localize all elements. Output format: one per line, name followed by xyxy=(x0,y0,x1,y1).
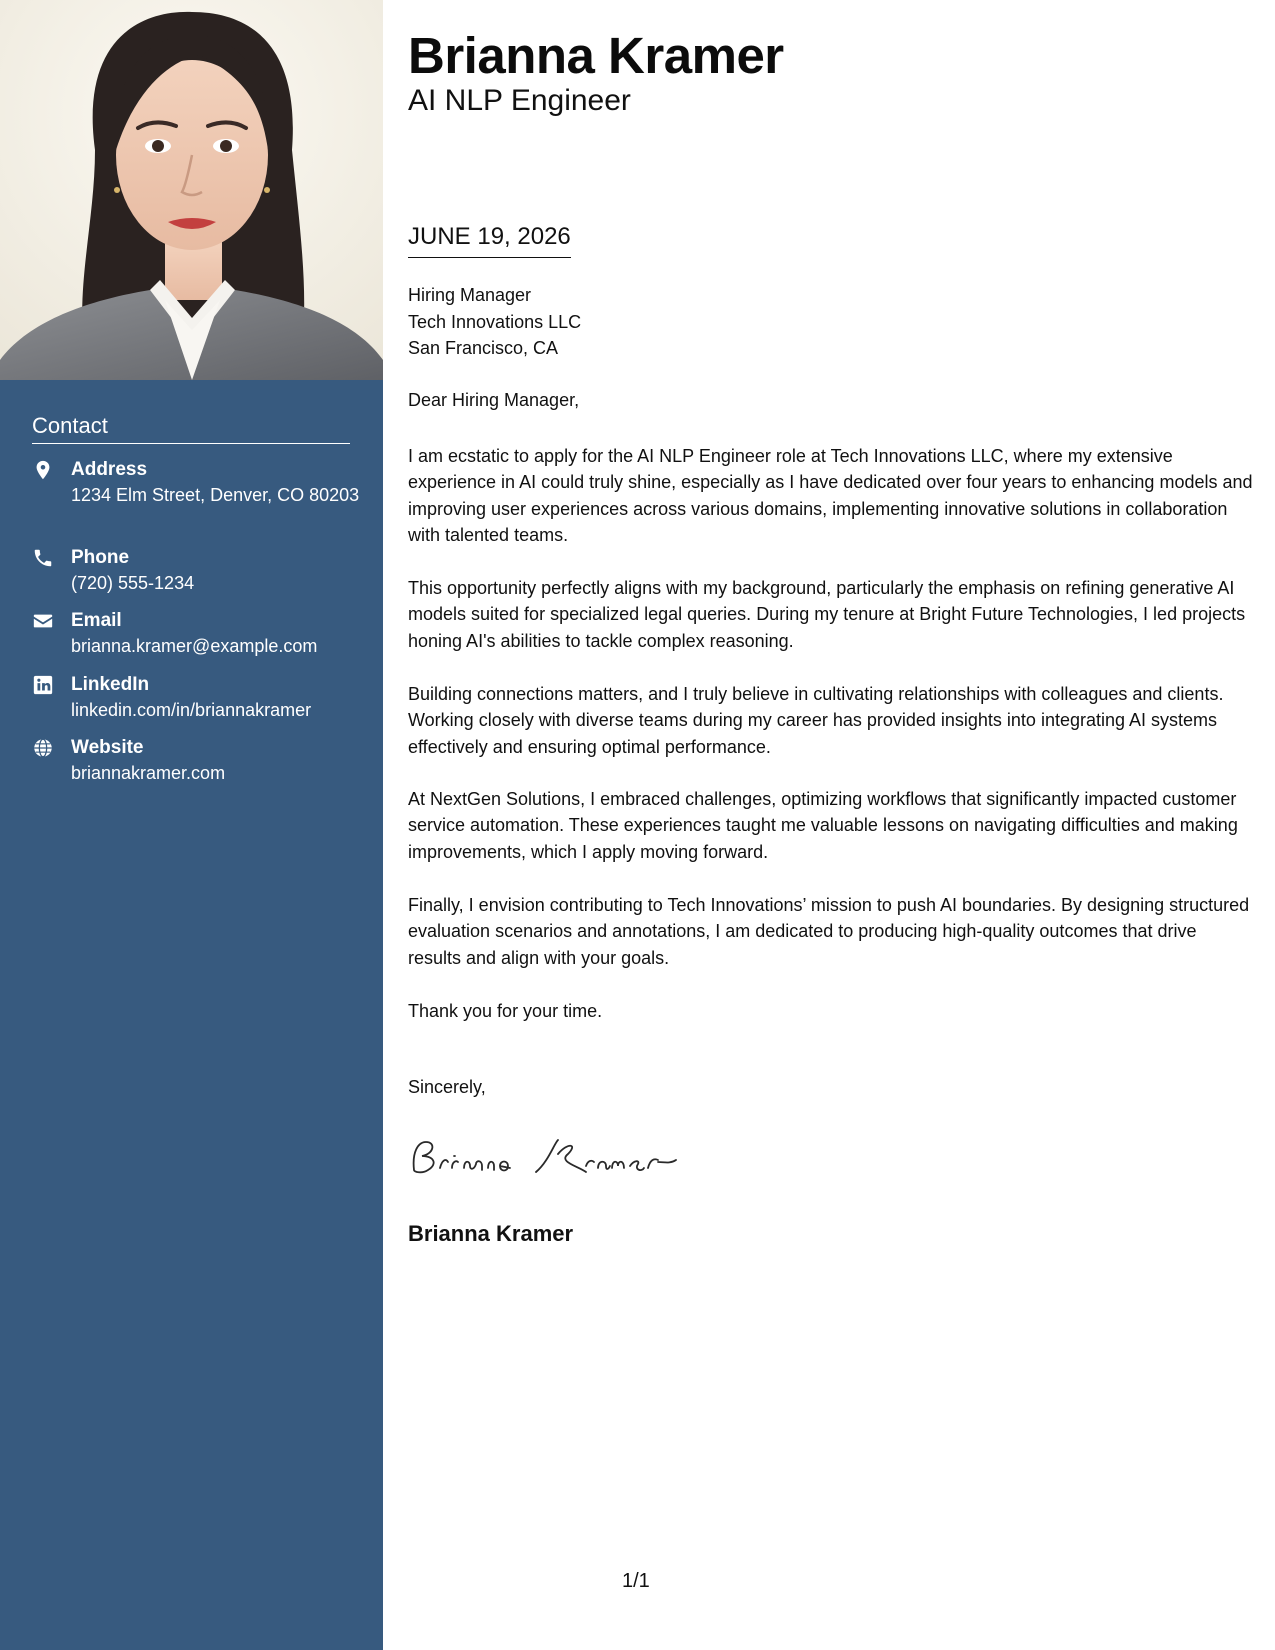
signed-name: Brianna Kramer xyxy=(408,1221,574,1246)
location-pin-icon xyxy=(32,459,54,481)
handwritten-signature xyxy=(408,1132,678,1180)
paragraph: This opportunity perfectly aligns with my background, particularly the emphasis on refining generative AI models suited for specialized legal queries. During my tenure at Bright Future Technologies, I led projects honing AI's abilities to tackle complex reasoning. xyxy=(408,578,1246,651)
contact-phone-label: Phone xyxy=(71,547,130,568)
contact-address-value: 1234 Elm Street, Denver, CO 80203 xyxy=(71,485,360,505)
contact-email-value[interactable]: brianna.kramer@example.com xyxy=(71,636,318,656)
paragraph: Thank you for your time. xyxy=(408,1001,603,1021)
contact-linkedin-value[interactable]: linkedin.com/in/briannakramer xyxy=(71,700,312,720)
paragraph: Finally, I envision contributing to Tech Innovations’ mission to push AI boundaries. By designing structured evaluation scenarios and annotations, I am dedicated to producing high-quality outcomes that drive results and align with your goals. xyxy=(408,895,1250,968)
email-icon xyxy=(32,610,54,632)
letter-date: JUNE 19, 2026 xyxy=(408,223,571,258)
portrait-illustration xyxy=(0,0,383,380)
contact-address-label: Address xyxy=(71,459,148,480)
contact-website-value[interactable]: briannakramer.com xyxy=(71,763,226,783)
contact-linkedin-label: LinkedIn xyxy=(71,674,150,695)
recipient-name: Hiring Manager xyxy=(408,285,532,305)
greeting: Dear Hiring Manager, xyxy=(408,390,580,410)
linkedin-icon xyxy=(32,674,54,696)
recipient-location: San Francisco, CA xyxy=(408,338,559,358)
applicant-name: Brianna Kramer xyxy=(408,27,784,84)
contact-phone-value: (720) 555-1234 xyxy=(71,573,195,593)
applicant-title: AI NLP Engineer xyxy=(408,84,631,117)
paragraph: At NextGen Solutions, I embraced challenges, optimizing workflows that significantly impacted customer service automation. These experiences taught me valuable lessons on navigating difficulties and making improvements, which I apply moving forward. xyxy=(408,789,1238,862)
globe-icon xyxy=(32,737,54,759)
sidebar xyxy=(0,0,383,1650)
contact-heading: Contact xyxy=(32,413,350,444)
paragraph: I am ecstatic to apply for the AI NLP Engineer role at Tech Innovations LLC, where my extensive experience in AI could truly shine, especially as I have dedicated over four years to enhancing models and improving user experiences across various domains, implementing innovative solutions in collaboration with talented teams. xyxy=(408,446,1253,545)
profile-photo xyxy=(0,0,383,380)
recipient-company: Tech Innovations LLC xyxy=(408,311,582,332)
paragraph: Building connections matters, and I truly believe in cultivating relationships with colleagues and clients. Working closely with diverse teams during my career has provided insights into integrating AI systems effectively and ensuring optimal performance. xyxy=(408,684,1224,757)
recipient-block xyxy=(408,282,581,362)
phone-icon xyxy=(32,547,54,569)
closing: Sincerely, xyxy=(408,1077,486,1097)
contact-email-label: Email xyxy=(71,610,122,631)
contact-website-label: Website xyxy=(71,737,144,758)
page-number: 1/1 xyxy=(622,1570,650,1592)
